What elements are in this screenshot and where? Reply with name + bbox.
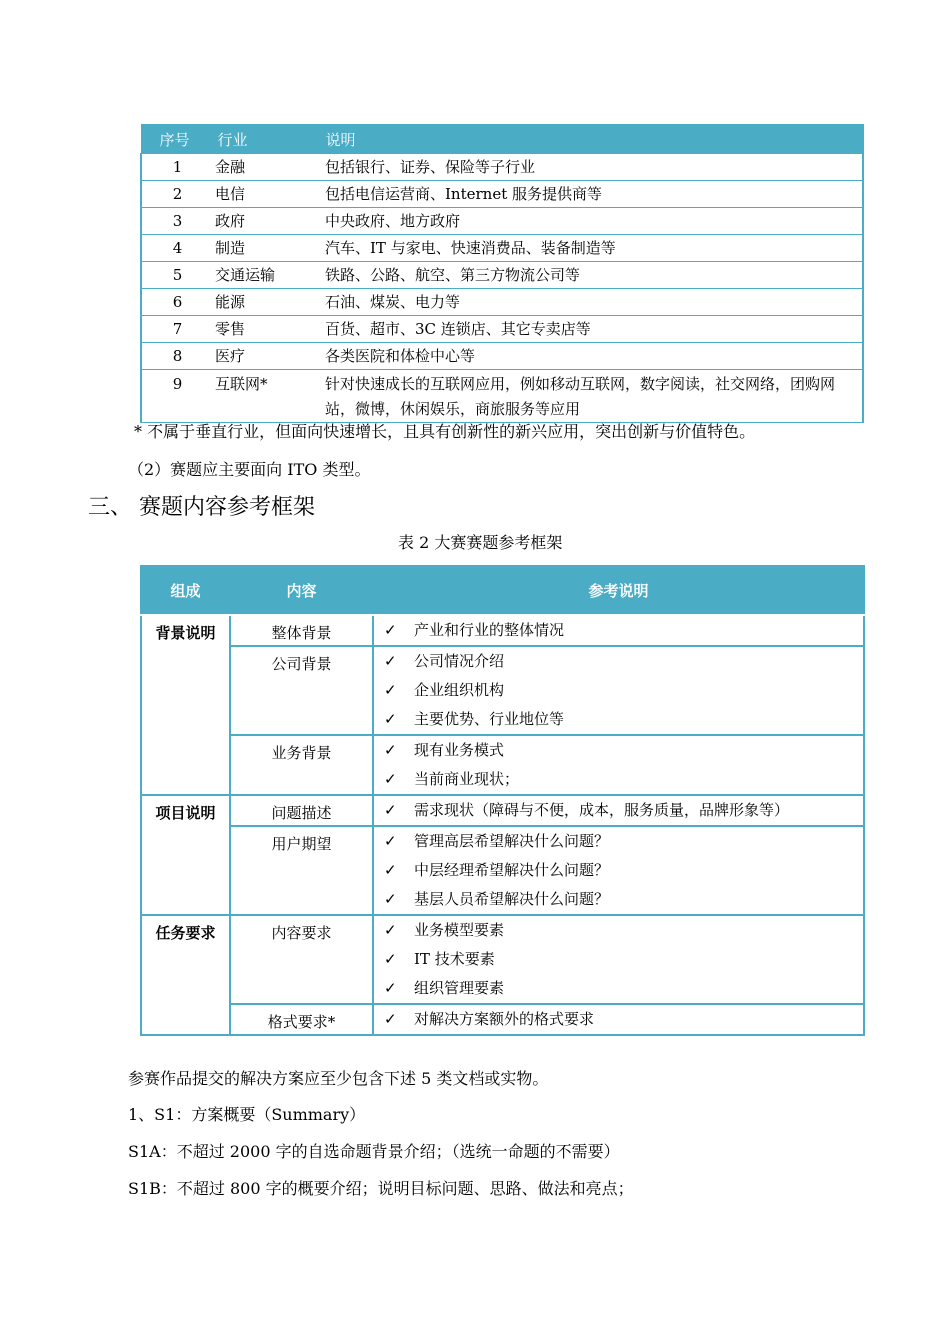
- group-name: 任务要求: [141, 915, 230, 1035]
- checkmark-icon: ✓: [384, 921, 397, 939]
- check-item-text: 业务模型要素: [414, 921, 505, 939]
- framework-row: [141, 1004, 864, 1035]
- framework-row: [141, 646, 864, 735]
- row-num: 9: [141, 370, 213, 423]
- item-list: [373, 735, 864, 795]
- section-title: 三、 赛题内容参考框架: [88, 495, 315, 520]
- sub-name: 内容要求: [230, 915, 373, 1004]
- group-name: 背景说明: [141, 615, 230, 795]
- sub-name: 业务背景: [230, 735, 373, 795]
- checkmark-icon: ✓: [384, 621, 397, 639]
- check-item: [374, 736, 863, 765]
- item-list: [373, 646, 864, 735]
- item-2: （2）赛题应主要面向 ITO 类型。: [128, 460, 371, 479]
- item-list: [373, 1004, 864, 1035]
- check-item-text: 公司情况介绍: [414, 652, 505, 670]
- check-item: [374, 765, 863, 794]
- check-item-text: 基层人员希望解决什么问题？: [414, 890, 610, 908]
- framework-row: [141, 615, 864, 646]
- industry-row: [141, 181, 863, 208]
- row-industry: 医疗: [213, 343, 325, 370]
- header-reference: 参考说明: [373, 566, 864, 615]
- row-industry: 零售: [213, 316, 325, 343]
- check-item: [374, 916, 863, 945]
- framework-row: [141, 735, 864, 795]
- paragraph-2: 1、S1：方案概要（Summary）: [128, 1105, 366, 1124]
- item-list: [373, 615, 864, 646]
- row-desc: 汽车、IT 与家电、快速消费品、装备制造等: [325, 235, 863, 262]
- industry-row: [141, 289, 863, 316]
- row-desc: 中央政府、地方政府: [325, 208, 863, 235]
- row-industry: 政府: [213, 208, 325, 235]
- check-item: [374, 1005, 863, 1034]
- check-item: [374, 647, 863, 676]
- row-num: 6: [141, 289, 213, 316]
- industry-row: [141, 154, 863, 181]
- row-industry: 能源: [213, 289, 325, 316]
- check-item: [374, 705, 863, 734]
- check-item-text: 需求现状（障碍与不便，成本，服务质量，品牌形象等）: [414, 801, 790, 819]
- sub-name: 公司背景: [230, 646, 373, 735]
- row-industry: 交通运输: [213, 262, 325, 289]
- row-industry: 制造: [213, 235, 325, 262]
- header-desc: 说明: [325, 125, 863, 154]
- check-item-text: 对解决方案额外的格式要求: [414, 1010, 595, 1028]
- checkmark-icon: ✓: [384, 950, 397, 968]
- checkmark-icon: ✓: [384, 652, 397, 670]
- sub-name: 问题描述: [230, 795, 373, 826]
- row-num: 1: [141, 154, 213, 181]
- industry-row: [141, 235, 863, 262]
- row-desc: 针对快速成长的互联网应用，例如移动互联网，数字阅读，社交网络，团购网站，微博，休闲娱乐，商旅服务等应用: [325, 370, 863, 423]
- industry-row: [141, 370, 863, 423]
- check-item-text: 管理高层希望解决什么问题？: [414, 832, 610, 850]
- item-list: [373, 915, 864, 1004]
- header-composition: 组成: [141, 566, 230, 615]
- paragraph-3: S1A：不超过 2000 字的自选命题背景介绍；（选统一命题的不需要）: [128, 1142, 620, 1161]
- checkmark-icon: ✓: [384, 832, 397, 850]
- check-item-text: 现有业务模式: [414, 741, 505, 759]
- table2-caption: 表 2 大赛赛题参考框架: [398, 533, 563, 552]
- framework-row: [141, 795, 864, 826]
- check-item-text: 产业和行业的整体情况: [414, 621, 565, 639]
- industry-row: [141, 343, 863, 370]
- check-item: [374, 885, 863, 914]
- checkmark-icon: ✓: [384, 710, 397, 728]
- check-item: [374, 974, 863, 1003]
- footnote: * 不属于垂直行业，但面向快速增长，且具有创新性的新兴应用，突出创新与价值特色。: [134, 422, 756, 441]
- industry-table: [140, 124, 864, 423]
- checkmark-icon: ✓: [384, 801, 397, 819]
- framework-table: [140, 565, 865, 1036]
- row-industry: 互联网*: [213, 370, 325, 423]
- sub-name: 格式要求*: [230, 1004, 373, 1035]
- industry-row: [141, 208, 863, 235]
- row-num: 7: [141, 316, 213, 343]
- checkmark-icon: ✓: [384, 861, 397, 879]
- item-list: [373, 795, 864, 826]
- header-num: 序号: [141, 125, 213, 154]
- sub-name: 整体背景: [230, 615, 373, 646]
- row-num: 8: [141, 343, 213, 370]
- sub-name: 用户期望: [230, 826, 373, 915]
- header-industry: 行业: [213, 125, 325, 154]
- group-name: 项目说明: [141, 795, 230, 915]
- checkmark-icon: ✓: [384, 681, 397, 699]
- paragraph-1: 参赛作品提交的解决方案应至少包含下述 5 类文档或实物。: [128, 1069, 549, 1088]
- row-num: 5: [141, 262, 213, 289]
- framework-row: [141, 826, 864, 915]
- check-item-text: IT 技术要素: [414, 950, 495, 968]
- check-item-text: 企业组织机构: [414, 681, 505, 699]
- header-content: 内容: [230, 566, 373, 615]
- check-item-text: 中层经理希望解决什么问题？: [414, 861, 610, 879]
- checkmark-icon: ✓: [384, 770, 397, 788]
- check-item: [374, 945, 863, 974]
- row-industry: 金融: [213, 154, 325, 181]
- check-item: [374, 827, 863, 856]
- row-desc: 铁路、公路、航空、第三方物流公司等: [325, 262, 863, 289]
- check-item: [374, 676, 863, 705]
- row-desc: 石油、煤炭、电力等: [325, 289, 863, 316]
- row-num: 2: [141, 181, 213, 208]
- row-desc: 包括银行、证券、保险等子行业: [325, 154, 863, 181]
- check-item-text: 主要优势、行业地位等: [414, 710, 565, 728]
- framework-table-header: [141, 566, 864, 615]
- check-item: [374, 856, 863, 885]
- framework-row: [141, 915, 864, 1004]
- industry-table-header: [141, 125, 863, 154]
- row-desc: 各类医院和体检中心等: [325, 343, 863, 370]
- checkmark-icon: ✓: [384, 1010, 397, 1028]
- checkmark-icon: ✓: [384, 741, 397, 759]
- check-item: [374, 796, 863, 825]
- industry-row: [141, 316, 863, 343]
- row-desc: 包括电信运营商、Internet 服务提供商等: [325, 181, 863, 208]
- row-num: 4: [141, 235, 213, 262]
- check-item-text: 当前商业现状；: [414, 770, 520, 788]
- industry-row: [141, 262, 863, 289]
- checkmark-icon: ✓: [384, 890, 397, 908]
- check-item-text: 组织管理要素: [414, 979, 505, 997]
- item-list: [373, 826, 864, 915]
- check-item: [374, 616, 863, 645]
- row-desc: 百货、超市、3C 连锁店、其它专卖店等: [325, 316, 863, 343]
- checkmark-icon: ✓: [384, 979, 397, 997]
- paragraph-4: S1B：不超过 800 字的概要介绍；说明目标问题、思路、做法和亮点；: [128, 1179, 634, 1198]
- row-industry: 电信: [213, 181, 325, 208]
- row-num: 3: [141, 208, 213, 235]
